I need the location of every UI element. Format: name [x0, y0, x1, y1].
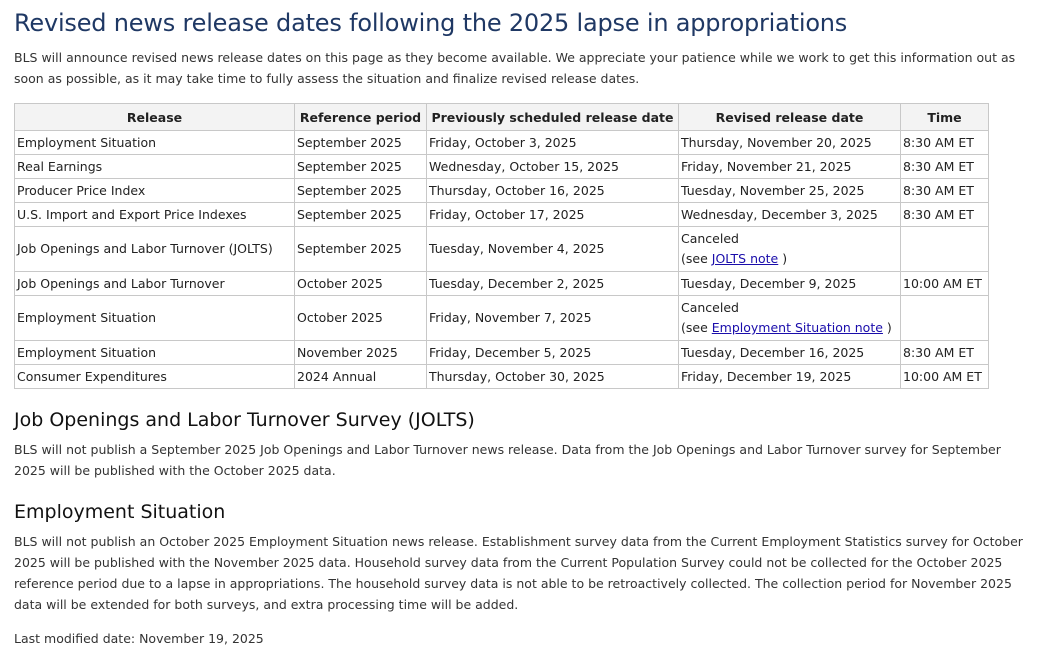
cell-revised: Tuesday, November 25, 2025 [679, 179, 901, 203]
page-title: Revised news release dates following the 2025 lapse in appropriations [14, 9, 848, 37]
jolts-section [14, 407, 1028, 481]
cell-period: September 2025 [295, 131, 427, 155]
see-prefix: (see [681, 251, 708, 266]
cell-release: Employment Situation [15, 131, 295, 155]
cell-release: U.S. Import and Export Price Indexes [15, 203, 295, 227]
employment-heading: Employment Situation [14, 501, 226, 523]
cell-period: September 2025 [295, 155, 427, 179]
last-modified: Last modified date: November 19, 2025 [14, 631, 264, 646]
header-previous-date: Previously scheduled release date [427, 104, 679, 131]
header-reference-period: Reference period [295, 104, 427, 131]
header-time: Time [901, 104, 989, 131]
cell-previous: Friday, December 5, 2025 [427, 341, 679, 365]
cell-period: 2024 Annual [295, 365, 427, 389]
cell-release: Job Openings and Labor Turnover (JOLTS) [15, 227, 295, 272]
cell-period: September 2025 [295, 227, 427, 272]
cell-time: 8:30 AM ET [901, 179, 989, 203]
cell-release: Job Openings and Labor Turnover [15, 272, 295, 296]
cell-time [901, 227, 989, 272]
release-dates-table [14, 103, 989, 389]
intro-text: BLS will announce revised news release dates on this page as they become available. We appreciate your patience while we work to get this information out as soon as possible, as it may take time to fully assess the situation and finalize revised release dates. [14, 50, 1016, 86]
cell-release: Producer Price Index [15, 179, 295, 203]
employment-situation-note-link[interactable]: Employment Situation note [711, 320, 883, 335]
cell-previous: Tuesday, December 2, 2025 [427, 272, 679, 296]
cell-time: 10:00 AM ET [901, 365, 989, 389]
table-row [15, 296, 989, 341]
cell-time [901, 296, 989, 341]
table-header-row [15, 104, 989, 131]
jolts-heading: Job Openings and Labor Turnover Survey (JOLTS) [14, 409, 475, 431]
cell-revised: Tuesday, December 9, 2025 [679, 272, 901, 296]
see-suffix: ) [782, 251, 788, 266]
cell-revised: Thursday, November 20, 2025 [679, 131, 901, 155]
table-row [15, 203, 989, 227]
table-row [15, 155, 989, 179]
see-suffix: ) [886, 320, 892, 335]
header-revised-date: Revised release date [679, 104, 901, 131]
cell-period: October 2025 [295, 272, 427, 296]
table-row [15, 227, 989, 272]
cell-time: 8:30 AM ET [901, 131, 989, 155]
see-note [681, 318, 898, 338]
canceled-status: Canceled [681, 300, 739, 315]
canceled-status: Canceled [681, 231, 739, 246]
cell-revised: Tuesday, December 16, 2025 [679, 341, 901, 365]
cell-previous: Thursday, October 16, 2025 [427, 179, 679, 203]
employment-section [14, 499, 1028, 615]
header-release: Release [15, 104, 295, 131]
cell-time: 8:30 AM ET [901, 341, 989, 365]
cell-time: 8:30 AM ET [901, 203, 989, 227]
cell-previous: Friday, October 3, 2025 [427, 131, 679, 155]
cell-release: Consumer Expenditures [15, 365, 295, 389]
cell-period: November 2025 [295, 341, 427, 365]
cell-period: October 2025 [295, 296, 427, 341]
see-note [681, 249, 898, 269]
cell-release: Employment Situation [15, 341, 295, 365]
see-prefix: (see [681, 320, 708, 335]
jolts-body: BLS will not publish a September 2025 Job Openings and Labor Turnover news release. Data from the Job Openings and Labor Turnover survey for September 2025 will be published with the October 2025 data. [14, 442, 1001, 478]
table-row [15, 272, 989, 296]
employment-body: BLS will not publish an October 2025 Employment Situation news release. Establishment survey data from the Current Employment Statistics survey for October 2025 will be published with the November 2025 data. Household survey data from the Current Population Survey could not be collected for the October 2025 reference period due to a lapse in appropriations. The household survey data is not able to be retroactively collected. The collection period for November 2025 data will be extended for both surveys, and extra processing time will be added. [14, 534, 1023, 612]
cell-release: Employment Situation [15, 296, 295, 341]
cell-revised: Friday, November 21, 2025 [679, 155, 901, 179]
cell-revised-canceled [679, 296, 901, 341]
table-row [15, 179, 989, 203]
cell-revised-canceled [679, 227, 901, 272]
cell-previous: Thursday, October 30, 2025 [427, 365, 679, 389]
cell-previous: Wednesday, October 15, 2025 [427, 155, 679, 179]
table-row [15, 365, 989, 389]
cell-revised: Friday, December 19, 2025 [679, 365, 901, 389]
cell-period: September 2025 [295, 179, 427, 203]
cell-revised: Wednesday, December 3, 2025 [679, 203, 901, 227]
jolts-note-link[interactable]: JOLTS note [711, 251, 779, 266]
cell-previous: Tuesday, November 4, 2025 [427, 227, 679, 272]
table-row [15, 341, 989, 365]
cell-time: 10:00 AM ET [901, 272, 989, 296]
cell-previous: Friday, October 17, 2025 [427, 203, 679, 227]
table-row [15, 131, 989, 155]
cell-time: 8:30 AM ET [901, 155, 989, 179]
cell-previous: Friday, November 7, 2025 [427, 296, 679, 341]
cell-period: September 2025 [295, 203, 427, 227]
cell-release: Real Earnings [15, 155, 295, 179]
